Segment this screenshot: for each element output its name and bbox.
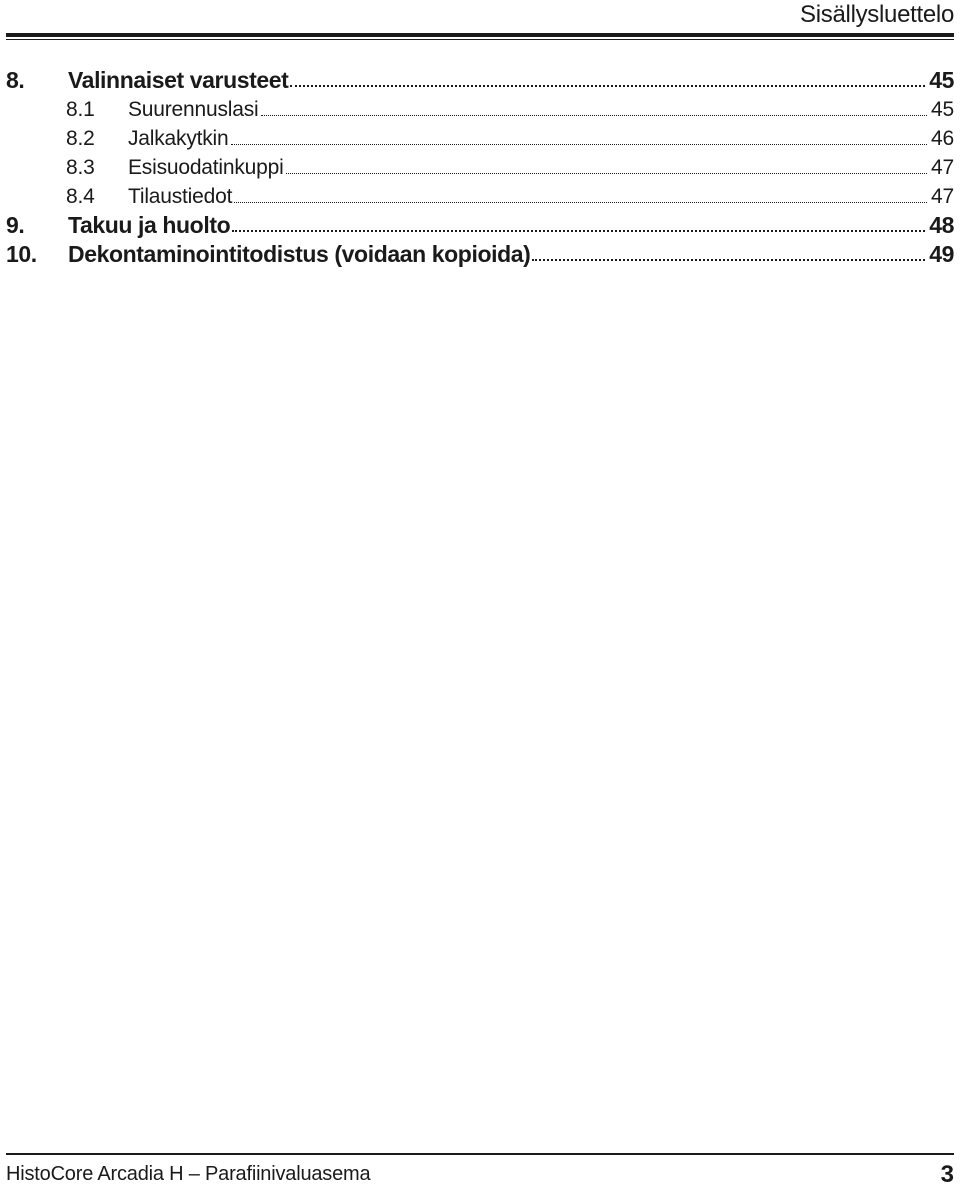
toc-dot-leader — [261, 95, 928, 124]
toc-entry-8-4[interactable] — [6, 182, 954, 211]
footer-rule — [6, 1153, 954, 1155]
toc-entry-page: 47 — [931, 156, 954, 179]
toc-entry-number: 10. — [6, 241, 37, 267]
toc-entry-title: Dekontaminointitodistus (voidaan kopioida) — [68, 241, 531, 267]
footer-page-number: 3 — [940, 1161, 954, 1188]
toc-entry-title: Suurennuslasi — [128, 98, 259, 121]
toc-entry-9[interactable] — [6, 211, 954, 240]
page-title: Sisällysluettelo — [800, 1, 954, 28]
toc-dot-leader — [532, 240, 925, 269]
toc-entry-page: 45 — [931, 98, 954, 121]
toc-entry-title: Esisuodatinkuppi — [128, 156, 284, 179]
toc-entry-8[interactable] — [6, 66, 954, 95]
toc-entry-page: 48 — [929, 212, 954, 238]
toc-dot-leader — [231, 124, 928, 153]
toc-entry-8-1[interactable] — [6, 95, 954, 124]
footer-product-name: HistoCore Arcadia H – Parafiinivaluasema — [6, 1163, 371, 1185]
toc-entry-page: 49 — [929, 241, 954, 267]
toc-entry-title: Takuu ja huolto — [68, 212, 231, 238]
table-of-contents — [6, 66, 954, 269]
toc-entry-8-2[interactable] — [6, 124, 954, 153]
toc-dot-leader — [234, 182, 927, 211]
toc-dot-leader — [286, 153, 927, 182]
toc-entry-title: Jalkakytkin — [128, 127, 229, 150]
header-rule — [6, 33, 954, 37]
toc-entry-page: 45 — [929, 67, 954, 93]
header-rule-thin — [6, 39, 954, 40]
toc-entry-page: 47 — [931, 185, 954, 208]
toc-entry-number: 9. — [6, 212, 25, 238]
toc-entry-number: 8.2 — [66, 127, 95, 150]
toc-entry-number: 8.4 — [66, 185, 95, 208]
toc-entry-title: Valinnaiset varusteet — [68, 67, 289, 93]
toc-entry-page: 46 — [931, 127, 954, 150]
toc-entry-10[interactable] — [6, 240, 954, 269]
toc-dot-leader — [232, 211, 925, 240]
toc-entry-number: 8. — [6, 67, 25, 93]
toc-dot-leader — [290, 66, 925, 95]
toc-entry-title: Tilaustiedot — [128, 185, 233, 208]
toc-entry-8-3[interactable] — [6, 153, 954, 182]
toc-entry-number: 8.3 — [66, 156, 95, 179]
toc-entry-number: 8.1 — [66, 98, 95, 121]
